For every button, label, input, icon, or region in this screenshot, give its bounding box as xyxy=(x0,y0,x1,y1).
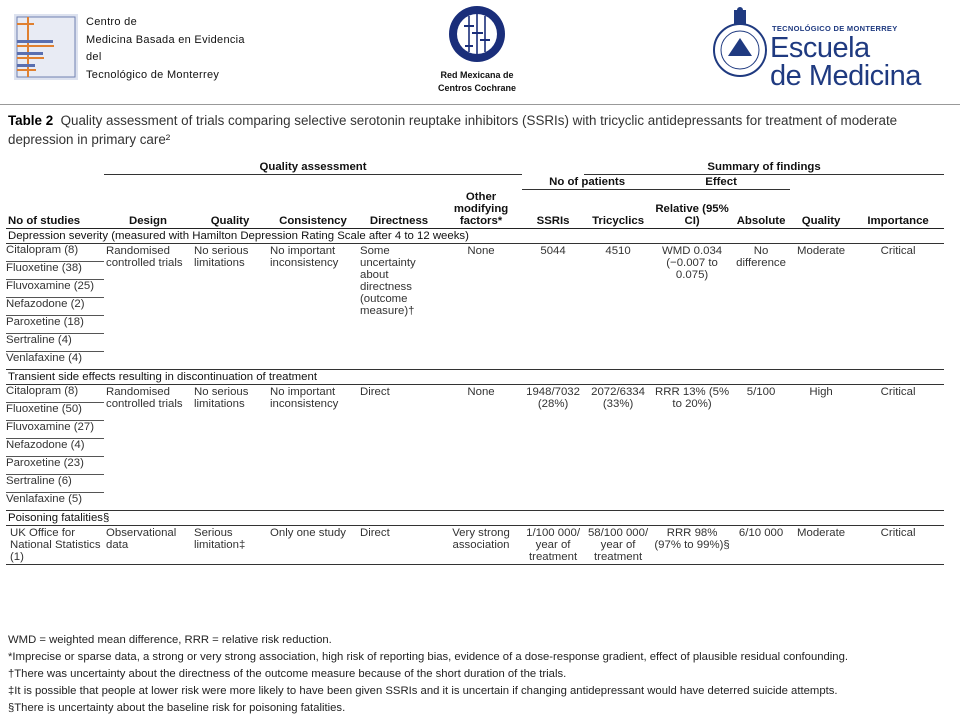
footnote: *Imprecise or sparse data, a strong or very strong association, high risk of reporting bias, evidence of a dose-response gradient, effect of plausible residual confounding. xyxy=(8,651,849,663)
study-item: UK Office for National Statistics (1) xyxy=(6,525,104,564)
study-item: Nefazodone (2) xyxy=(6,298,104,316)
study-item: Nefazodone (4) xyxy=(6,439,104,457)
cell-ssris: 5044 xyxy=(540,244,566,257)
cell-design: Randomised controlled trials xyxy=(106,385,183,410)
table-row xyxy=(6,384,944,510)
header-divider xyxy=(0,104,960,105)
col-quality: Quality xyxy=(192,190,268,229)
school-name-line2: de Medicina xyxy=(770,60,921,92)
col-design: Design xyxy=(104,190,192,229)
cell-quality: No serious limitations xyxy=(194,385,249,410)
footnotes xyxy=(8,632,848,717)
cell-design: Randomised controlled trials xyxy=(106,244,183,269)
tec-seal-icon xyxy=(710,6,770,86)
study-item: Sertraline (6) xyxy=(6,475,104,493)
tec-logo xyxy=(710,6,950,92)
cochrane-icon xyxy=(447,4,507,64)
col-directness: Directness xyxy=(358,190,440,229)
tec-name: TECNOLÓGICO DE MONTERREY xyxy=(772,24,898,33)
cell-absolute: 5/100 xyxy=(746,385,776,398)
group-effect: Effect xyxy=(652,175,790,190)
school-name-line1: Escuela xyxy=(770,32,870,64)
cmbe-line: Tecnológico de Monterrey xyxy=(86,68,220,81)
cmbe-line: del xyxy=(86,51,102,63)
footnote: ‡It is possible that people at lower risk were more likely to have been given SSRIs and it is uncertain if changing antidepressant would have deterred suicide attempts. xyxy=(8,685,838,697)
cell-other: None xyxy=(467,244,495,257)
col-absolute: Absolute xyxy=(732,190,790,229)
col-relative: Relative (95% CI) xyxy=(652,190,732,229)
cmbe-logo xyxy=(14,14,78,80)
cell-consistency: No important inconsistency xyxy=(270,385,339,410)
col-other: Other modifying factors* xyxy=(440,190,522,229)
study-item: Fluoxetine (38) xyxy=(6,262,104,280)
cell-quality2: Moderate xyxy=(790,525,852,564)
cell-quality: No serious limitations xyxy=(194,244,249,269)
cell-directness: Direct xyxy=(360,385,390,398)
table-label: Table 2 xyxy=(8,113,54,128)
cell-importance: Critical xyxy=(880,385,916,398)
cell-importance: Critical xyxy=(880,244,916,257)
cell-tricyclics: 58/100 000/ year of treatment xyxy=(584,525,652,564)
study-item: Fluoxetine (50) xyxy=(6,403,104,421)
cell-other: Very strong association xyxy=(440,525,522,564)
column-header-row xyxy=(6,190,944,229)
group-patients: No of patients xyxy=(522,175,652,190)
col-ssris: SSRIs xyxy=(522,190,584,229)
cmbe-name xyxy=(86,14,245,84)
table-caption: Quality assessment of trials comparing selective serotonin reuptake inhibitors (SSRIs) with tricyclic antidepressants for treatment of moderate depression in primary care² xyxy=(8,113,898,147)
table-row xyxy=(6,525,944,564)
cell-other: None xyxy=(467,385,495,398)
study-item: Venlafaxine (4) xyxy=(6,351,82,364)
cell-design: Observational data xyxy=(104,525,192,564)
group-summary: Summary of findings xyxy=(584,160,944,175)
section-heading: Poisoning fatalities§ xyxy=(6,510,944,525)
study-item: Paroxetine (23) xyxy=(6,457,104,475)
cell-consistency: Only one study xyxy=(268,525,358,564)
cell-importance: Critical xyxy=(852,525,944,564)
cell-quality: Serious limitation‡ xyxy=(192,525,268,564)
col-tricyclics: Tricyclics xyxy=(584,190,652,229)
section-heading-row xyxy=(6,510,944,525)
cell-tricyclics: 2072/6334 (33%) xyxy=(591,385,645,410)
cmbe-line: Medicina Basada en Evidencia xyxy=(86,33,245,46)
section-heading-row xyxy=(6,369,944,384)
school-name xyxy=(770,34,921,90)
cell-directness: Some uncertainty about directness (outcome measure)† xyxy=(360,244,416,317)
cmbe-line: Centro de xyxy=(86,16,138,28)
col-studies: No of studies xyxy=(6,190,104,229)
table-row xyxy=(6,243,944,369)
col-consistency: Consistency xyxy=(268,190,358,229)
cell-relative: WMD 0.034 (−0.007 to 0.075) xyxy=(661,244,723,281)
study-item: Paroxetine (18) xyxy=(6,316,104,334)
study-item: Fluvoxamine (25) xyxy=(6,280,104,298)
cell-relative: RRR 98% (97% to 99%)§ xyxy=(652,525,732,564)
cell-directness: Direct xyxy=(358,525,440,564)
col-importance: Importance xyxy=(852,190,944,229)
cell-ssris: 1/100 000/ year of treatment xyxy=(522,525,584,564)
cell-absolute: 6/10 000 xyxy=(732,525,790,564)
section-heading: Depression severity (measured with Hamilton Depression Rating Scale after 4 to 12 weeks) xyxy=(6,228,944,243)
cell-relative: RRR 13% (5% to 20%) xyxy=(655,385,730,410)
cell-consistency: No important inconsistency xyxy=(270,244,339,269)
cochrane-caption-2: Centros Cochrane xyxy=(437,83,517,93)
group-quality-assessment: Quality assessment xyxy=(104,160,522,175)
study-item: Citalopram (8) xyxy=(6,385,104,403)
table-title xyxy=(8,111,948,149)
quality-table xyxy=(6,160,944,565)
footnote: WMD = weighted mean difference, RRR = relative risk reduction. xyxy=(8,634,332,646)
study-item: Citalopram (8) xyxy=(6,244,104,262)
cochrane-logo xyxy=(432,4,522,96)
col-quality2: Quality xyxy=(790,190,852,229)
section-heading: Transient side effects resulting in discontinuation of treatment xyxy=(6,369,944,384)
footnote: †There was uncertainty about the directness of the outcome measure because of the short duration of the trials. xyxy=(8,668,567,680)
header xyxy=(0,0,960,104)
cochrane-caption-1: Red Mexicana de xyxy=(440,70,514,80)
footnote: §There is uncertainty about the baseline risk for poisoning fatalities. xyxy=(8,702,346,714)
study-item: Venlafaxine (5) xyxy=(6,492,82,505)
study-item: Fluvoxamine (27) xyxy=(6,421,104,439)
cell-quality2: High xyxy=(809,385,833,398)
study-item: Sertraline (4) xyxy=(6,334,104,352)
section-heading-row xyxy=(6,228,944,243)
subgroup-header-row xyxy=(6,175,944,190)
cell-quality2: Moderate xyxy=(797,244,846,257)
cell-ssris: 1948/7032 (28%) xyxy=(526,385,580,410)
cell-absolute: No difference xyxy=(736,244,786,269)
group-header-row xyxy=(6,160,944,175)
cell-tricyclics: 4510 xyxy=(605,244,631,257)
